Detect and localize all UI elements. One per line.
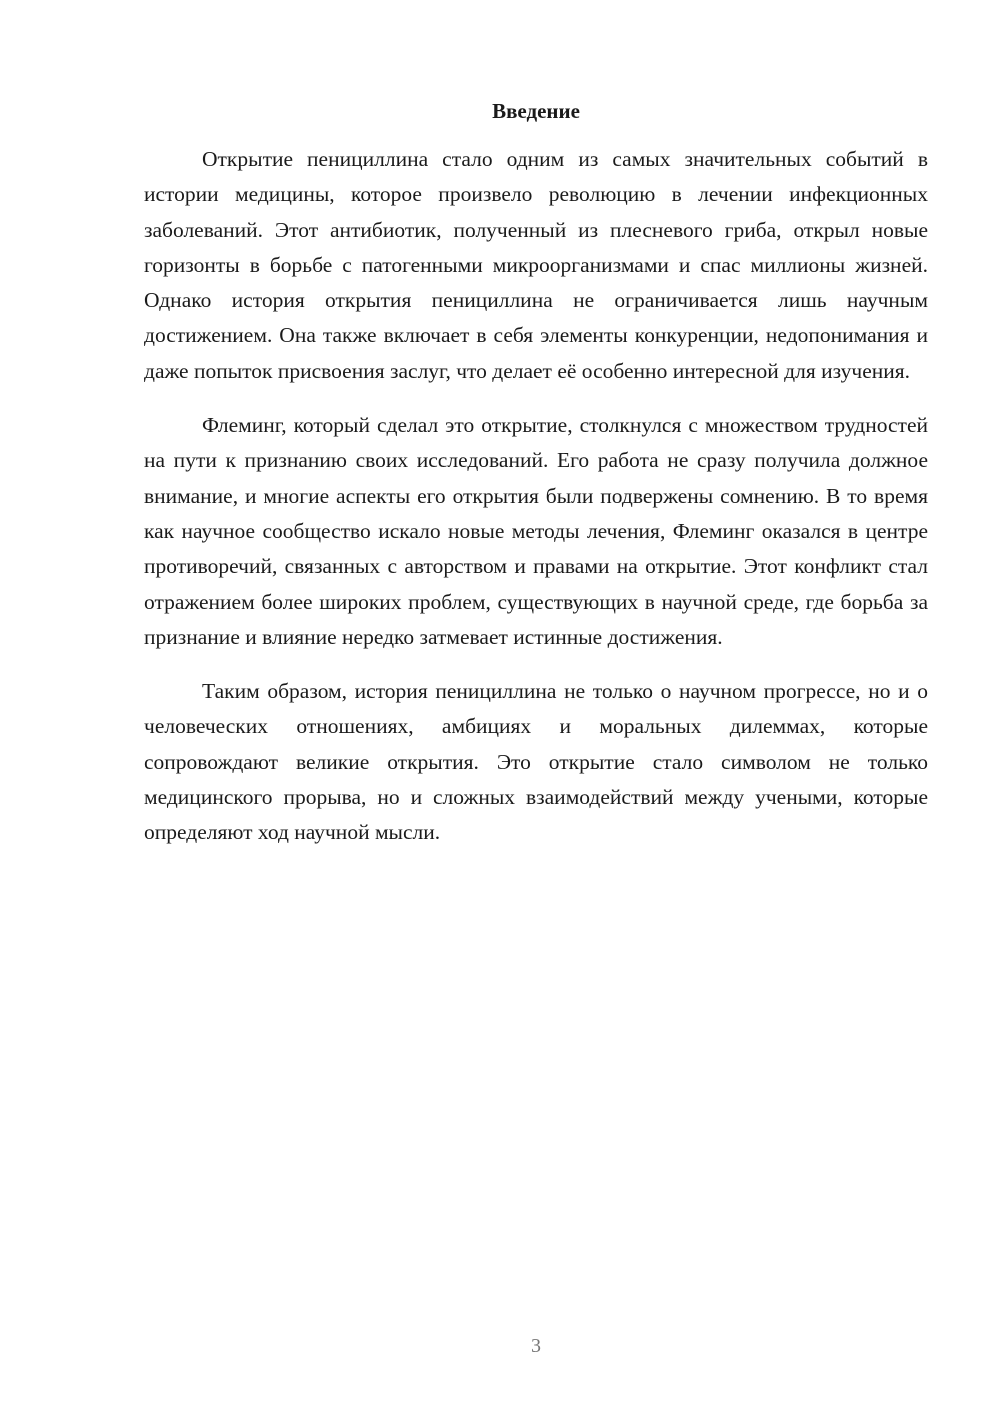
paragraph-2: Флеминг, который сделал это открытие, столкнулся с множеством трудностей на пути к признанию своих исследований. Его работа не сразу получила должное внимание, и многие аспекты его открытия были подвержены сомнению. В то время как научное сообщество искало новые методы лечения, Флеминг оказался в центре противоречий, связанных с авторством и правами на открытие. Этот конфликт стал отражением более широких проблем, существующих в научной среде, где борьба за признание и влияние нередко затмевает истинные достижения. (144, 413, 928, 649)
paragraph-3: Таким образом, история пенициллина не только о научном прогрессе, но и о человеческих отношениях, амбициях и моральных дилеммах, которые сопровождают великие открытия. Это открытие стало символом не только медицинского прорыва, но и сложных взаимодействий между учеными, которые определяют ход научной мысли. (144, 679, 928, 845)
body-text (144, 142, 928, 870)
paragraph-1: Открытие пенициллина стало одним из самых значительных событий в истории медицины, которое произвело революцию в лечении инфекционных заболеваний. Этот антибиотик, полученный из плесневого гриба, открыл новые горизонты в борьбе с патогенными микроорганизмами и спас миллионы жизней. Однако история открытия пенициллина не ограничивается лишь научным достижением. Она также включает в себя элементы конкуренции, недопонимания и даже попыток присвоения заслуг, что делает её особенно интересной для изучения. (144, 147, 928, 383)
section-heading: Введение (492, 99, 580, 123)
page-number: 3 (531, 1335, 541, 1357)
